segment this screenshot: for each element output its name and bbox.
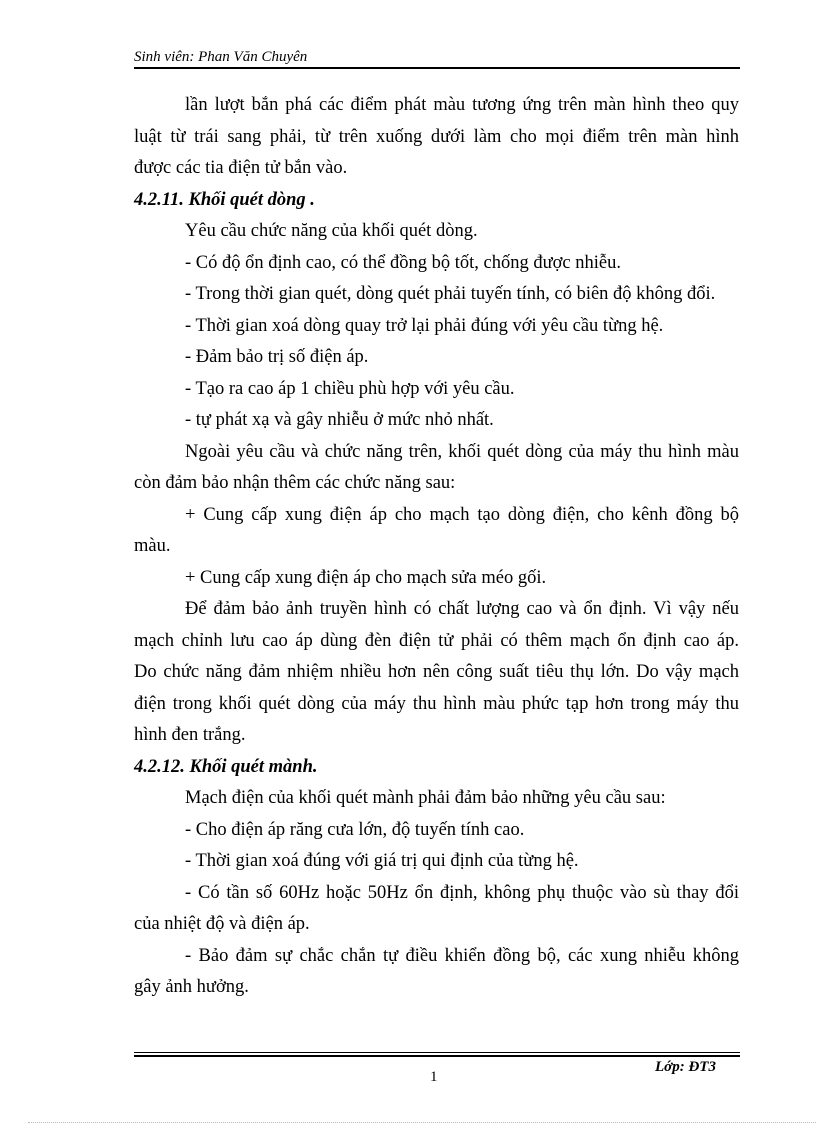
- paragraph-line: + Cung cấp xung điện áp cho mạch tạo dòng điện, cho kênh đồng bộ: [185, 504, 739, 525]
- footer-rule-thin: [134, 1052, 740, 1053]
- paragraph-line: điện trong khối quét dòng của máy thu hình màu phức tạp hơn trong máy thu: [134, 693, 739, 714]
- paragraph-line: hình đen trắng.: [134, 725, 246, 745]
- section-intro: Yêu cầu chức năng của khối quét dòng.: [185, 221, 478, 241]
- list-item: - Cho điện áp răng cưa lớn, độ tuyến tính cao.: [185, 819, 525, 840]
- list-item: - Có độ ổn định cao, có thể đồng bộ tốt, chống được nhiễu.: [185, 252, 621, 273]
- footer-class-label: Lớp: ĐT3: [655, 1059, 716, 1075]
- paragraph-line: - Có tần số 60Hz hoặc 50Hz ổn định, không phụ thuộc vào sù thay đổi: [185, 882, 739, 903]
- header-rule: [134, 67, 740, 69]
- list-item: - Đảm bảo trị số điện áp.: [185, 347, 369, 367]
- paragraph-line: còn đảm bảo nhận thêm các chức năng sau:: [134, 473, 456, 493]
- paragraph-line: - Bảo đảm sự chắc chắn tự điều khiển đồng bộ, các xung nhiễu không: [185, 945, 739, 966]
- header-student-name: Sinh viên: Phan Văn Chuyên: [134, 49, 308, 65]
- section-intro: Mạch điện của khối quét mành phải đảm bảo những yêu cầu sau:: [185, 788, 666, 808]
- paragraph-line: màu.: [134, 536, 171, 556]
- footer-rule-thick: [134, 1055, 740, 1057]
- section-heading-4-2-12: 4.2.12. Khối quét mành.: [134, 756, 318, 777]
- document-body: [134, 90, 739, 1004]
- paragraph-line: của nhiệt độ và điện áp.: [134, 914, 310, 934]
- list-item: - Thời gian xoá dòng quay trở lại phải đúng với yêu cầu từng hệ.: [185, 315, 664, 336]
- paragraph-line: Để đảm bảo ảnh truyền hình có chất lượng cao và ổn định. Vì vậy nếu: [185, 599, 739, 619]
- paragraph-line: Do chức năng đảm nhiệm nhiều hơn nên công suất tiêu thụ lớn. Do vậy mạch: [134, 662, 739, 682]
- list-item: - Thời gian xoá đúng với giá trị qui định của từng hệ.: [185, 851, 579, 871]
- paragraph-line: lần lượt bắn phá các điểm phát màu tương ứng trên màn hình theo quy: [185, 95, 739, 115]
- page-number: 1: [430, 1069, 438, 1085]
- paragraph-line: + Cung cấp xung điện áp cho mạch sửa méo gối.: [185, 567, 547, 588]
- paragraph-line: luật từ trái sang phải, từ trên xuống dưới làm cho mọi điểm trên màn hình: [134, 126, 739, 147]
- list-item: - Tạo ra cao áp 1 chiều phù hợp với yêu cầu.: [185, 378, 515, 399]
- section-heading-4-2-11: 4.2.11. Khối quét dòng .: [134, 189, 315, 210]
- list-item: - tự phát xạ và gây nhiễu ở mức nhỏ nhất.: [185, 410, 494, 430]
- list-item: - Trong thời gian quét, dòng quét phải tuyến tính, có biên độ không đổi.: [185, 284, 716, 304]
- paragraph-line: Ngoài yêu cầu và chức năng trên, khối quét dòng của máy thu hình màu: [185, 441, 739, 462]
- paragraph-line: được các tia điện tử bắn vào.: [134, 158, 348, 178]
- paragraph-line: gây ảnh hưởng.: [134, 977, 249, 997]
- paragraph-line: mạch chỉnh lưu cao áp dùng đèn điện tử phải có thêm mạch ổn định cao áp.: [134, 630, 739, 651]
